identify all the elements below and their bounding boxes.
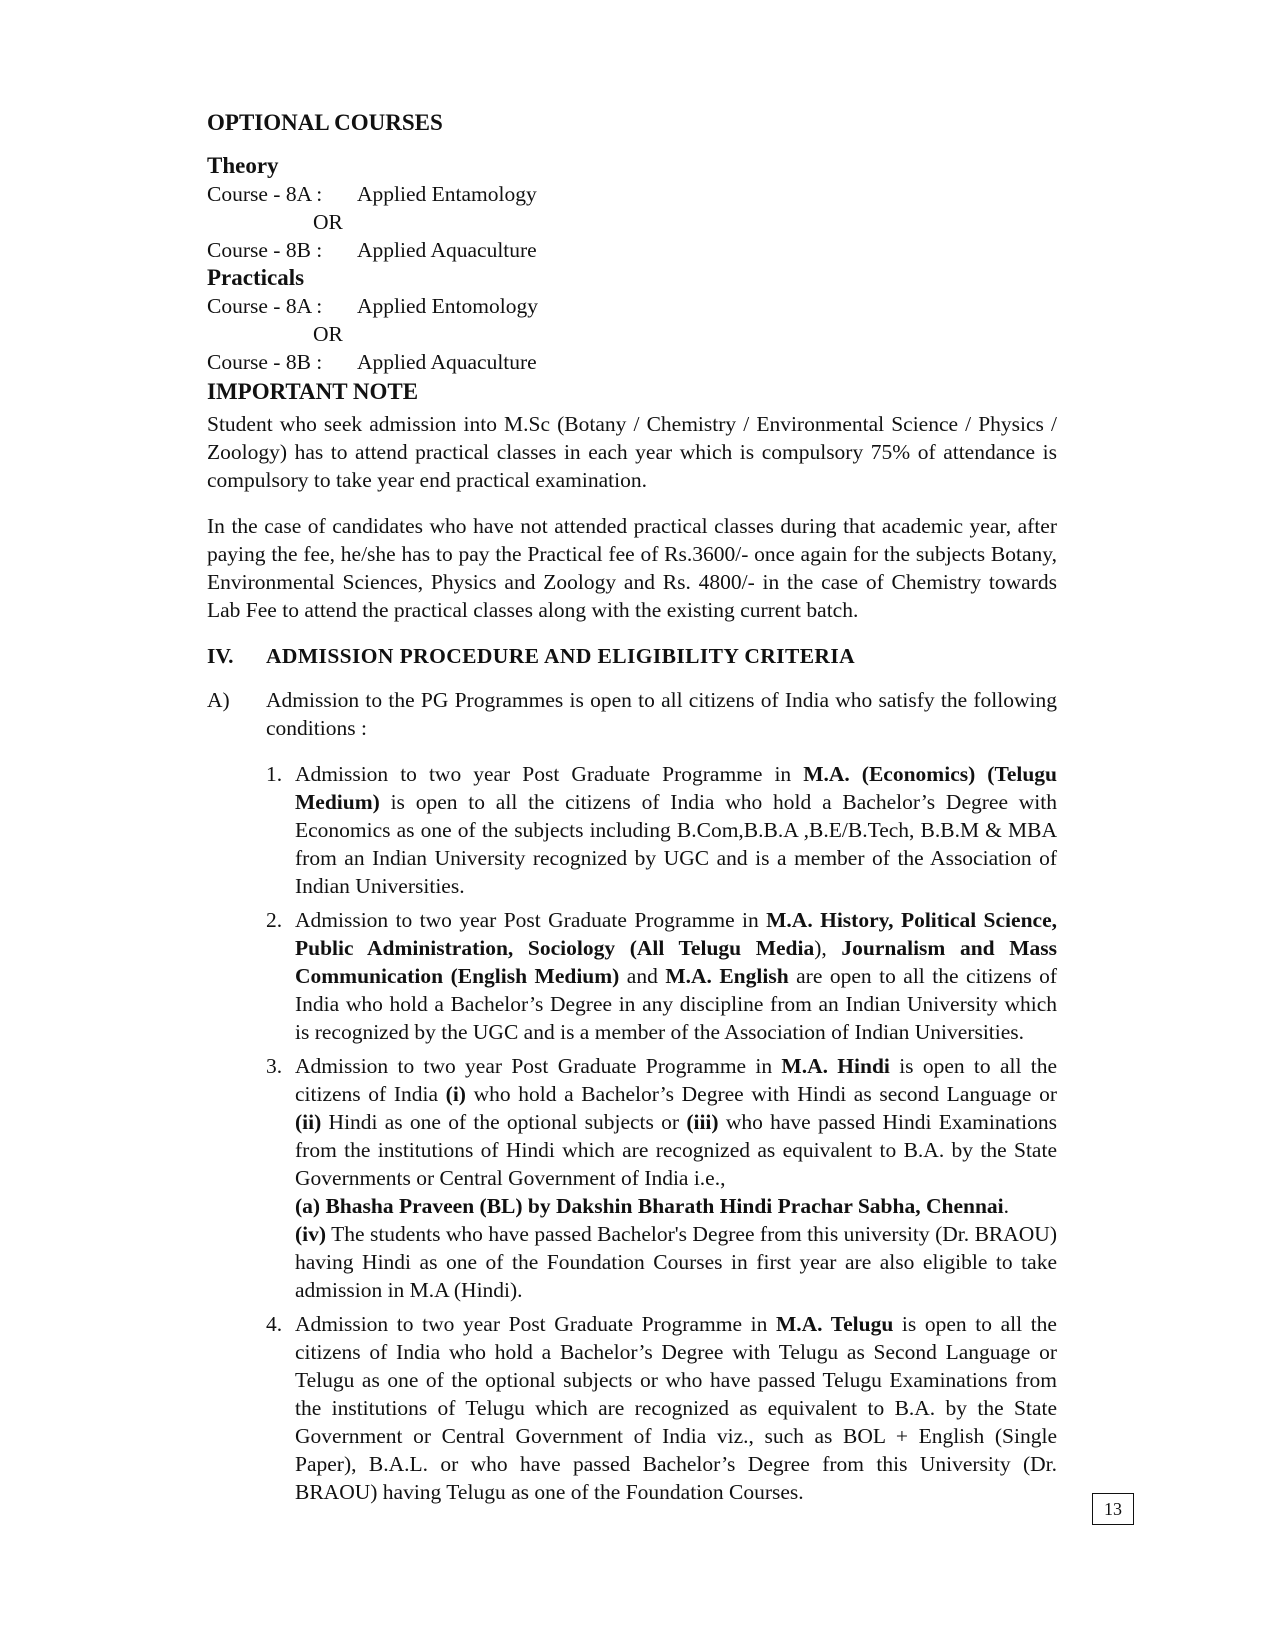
bold-run: M.A. Telugu	[775, 1312, 894, 1336]
note-paragraph: Student who seek admission into M.Sc (Botany / Chemistry / Environmental Science / Physics / Zoology) has to attend practical classes in each year which is compulsory 75% of attendance is compulsory to take year end practical examination.	[207, 412, 1057, 492]
text-run: Admission to two year Post Graduate Programme in	[295, 1312, 776, 1336]
text-run: Admission to two year Post Graduate Programme in	[295, 762, 804, 786]
text-run: are open to all the citizens of India who hold a Bachelor’s Degree in any discipline from an Indian University which is recognized by the UGC and is a member of the Association of Indian Universities.	[295, 964, 1058, 1044]
list-item	[266, 1310, 1057, 1506]
course-name: Applied Entomology	[357, 294, 538, 318]
text-run: Hindi as one of the optional subjects or	[321, 1110, 687, 1134]
course-label: Course - 8B :	[207, 350, 323, 374]
course-row	[207, 180, 1057, 208]
course-label: Course - 8A :	[207, 294, 323, 318]
bold-run: (iv)	[295, 1222, 327, 1246]
bold-run: (ii)	[295, 1110, 322, 1134]
section-number: IV.	[207, 644, 234, 668]
list-item-number: 4.	[266, 1312, 283, 1336]
important-note-heading: IMPORTANT NOTE	[207, 379, 419, 404]
practicals-heading: Practicals	[207, 265, 305, 290]
bold-run: M.A. English	[665, 964, 789, 988]
bold-run: (iii)	[686, 1110, 719, 1134]
list-item-text	[295, 906, 1057, 1046]
list-item-text	[295, 1310, 1057, 1506]
bold-run: M.A. Hindi	[781, 1054, 890, 1078]
course-label: Course - 8A :	[207, 182, 323, 206]
or-separator: OR	[313, 210, 343, 234]
clause-a	[207, 686, 1057, 742]
text-run: is open to all the citizens of India	[295, 1054, 1057, 1106]
course-name: Applied Entamology	[357, 182, 537, 206]
section-title: ADMISSION PROCEDURE AND ELIGIBILITY CRITERIA	[266, 644, 856, 668]
course-label: Course - 8B :	[207, 238, 323, 262]
list-item	[266, 1052, 1057, 1304]
or-separator: OR	[313, 322, 343, 346]
text-run: .	[1003, 1194, 1010, 1218]
bold-run: (i)	[445, 1082, 466, 1106]
text-run: is open to all the citizens of India who hold a Bachelor’s Degree with Telugu as Second Language or Telugu as one of the optional subjects or who have passed Telugu Examinations from the institutions of Telugu which are recognized as equivalent to B.A. by the State Government or Central Government of India viz., such as BOL + English (Single Paper), B.A.L. or who have passed Bachelor’s Degree from this University (Dr. BRAOU) having Telugu as one of the Foundation Courses.	[295, 1312, 1057, 1504]
list-item-text	[295, 1052, 1057, 1304]
page-number-box: 13	[1092, 1493, 1134, 1525]
eligibility-list	[266, 760, 1057, 1506]
course-name: Applied Aquaculture	[357, 350, 537, 374]
text-run: The students who have passed Bachelor's Degree from this university (Dr. BRAOU) having Hindi as one of the Foundation Courses in first year are also eligible to take admission in M.A (Hindi).	[295, 1222, 1057, 1302]
bold-run: M.A. History, Political Science, Public Administration, Sociology (All Telugu Media	[295, 908, 1057, 960]
list-item-number: 1.	[266, 762, 283, 786]
optional-courses-heading: OPTIONAL COURSES	[207, 110, 443, 135]
text-run: is open to all the citizens of India who hold a Bachelor’s Degree with Economics as one of the subjects including B.Com,B.B.A ,B.E/B.Tech, B.B.M & MBA from an Indian University recognized by UGC and is a member of the Association of Indian Universities.	[295, 790, 1057, 898]
list-item-number: 3.	[266, 1054, 283, 1078]
list-item-number: 2.	[266, 908, 283, 932]
bold-run: M.A. (Economics) (Telugu Medium)	[295, 762, 1057, 814]
text-run: ),	[814, 936, 842, 960]
bold-run: (a) Bhasha Praveen (BL) by Dakshin Bharath Hindi Prachar Sabha, Chennai	[295, 1194, 1004, 1218]
bold-run: Journalism and Mass Communication (English Medium)	[295, 936, 1057, 988]
text-run: Admission to two year Post Graduate Programme in	[295, 908, 767, 932]
clause-text: Admission to the PG Programmes is open to all citizens of India who satisfy the following conditions :	[266, 688, 1057, 740]
text-run: who hold a Bachelor’s Degree with Hindi as second Language or	[465, 1082, 1057, 1106]
course-name: Applied Aquaculture	[357, 238, 537, 262]
section-heading	[207, 642, 1057, 670]
theory-heading: Theory	[207, 153, 279, 178]
text-run: Admission to two year Post Graduate Programme in	[295, 1054, 782, 1078]
document-page	[207, 108, 1057, 1512]
list-item	[266, 760, 1057, 900]
course-row	[207, 292, 1057, 320]
text-run: who have passed Hindi Examinations from the institutions of Hindi which are recognized as equivalent to B.A. by the State Governments or Central Government of India i.e.,	[295, 1110, 1057, 1190]
clause-label: A)	[207, 688, 230, 712]
list-item-text	[295, 760, 1057, 900]
list-item	[266, 906, 1057, 1046]
text-run: and	[619, 964, 666, 988]
course-row	[207, 236, 1057, 264]
note-paragraph: In the case of candidates who have not attended practical classes during that academic year, after paying the fee, he/she has to pay the Practical fee of Rs.3600/- once again for the subjects Botany, Environmental Sciences, Physics and Zoology and Rs. 4800/- in the case of Chemistry towards Lab Fee to attend the practical classes along with the existing current batch.	[207, 514, 1057, 622]
course-row	[207, 348, 1057, 376]
